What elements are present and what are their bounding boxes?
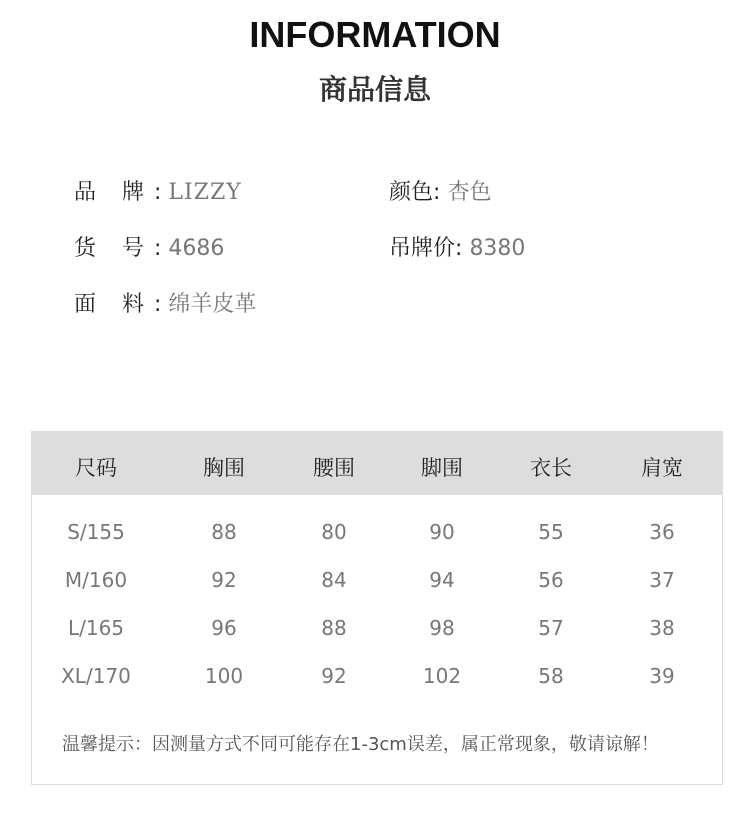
info-color-label: 颜色 bbox=[389, 180, 434, 205]
table-cell: XL/170 bbox=[61, 664, 131, 688]
info-item-no-row bbox=[74, 234, 224, 264]
table-cell: 58 bbox=[538, 664, 564, 688]
size-table bbox=[31, 431, 723, 785]
table-cell: 39 bbox=[649, 664, 675, 688]
table-header-cell: 胸围 bbox=[203, 456, 245, 480]
title-english: INFORMATION bbox=[249, 14, 501, 55]
table-cell: 57 bbox=[538, 616, 564, 640]
table-cell: 88 bbox=[321, 616, 347, 640]
info-separator: : bbox=[154, 292, 162, 317]
table-cell: 90 bbox=[429, 520, 455, 544]
table-cell: 102 bbox=[422, 664, 462, 688]
info-brand-label: 品 牌 bbox=[74, 180, 145, 205]
table-cell: 92 bbox=[321, 664, 347, 688]
info-material-value: 绵羊皮革 bbox=[168, 292, 257, 317]
info-color-row bbox=[389, 178, 491, 208]
info-separator: : bbox=[455, 236, 463, 261]
table-header-cell: 肩宽 bbox=[641, 456, 683, 480]
table-cell: 98 bbox=[429, 616, 455, 640]
table-cell: 38 bbox=[649, 616, 675, 640]
table-cell: 88 bbox=[211, 520, 237, 544]
table-cell: 55 bbox=[538, 520, 564, 544]
measurement-note: 温馨提示：因测量方式不同可能存在1-3cm误差，属正常现象，敬请谅解！ bbox=[62, 734, 659, 755]
info-tag-price-row bbox=[389, 234, 525, 264]
table-cell: 96 bbox=[211, 616, 237, 640]
table-header-cell: 尺码 bbox=[75, 456, 117, 480]
table-cell: 80 bbox=[321, 520, 347, 544]
info-separator: : bbox=[154, 180, 162, 205]
info-tag-price-value: 8380 bbox=[469, 236, 526, 261]
info-brand-row bbox=[74, 178, 242, 208]
info-separator: : bbox=[154, 236, 162, 261]
table-header-cell: 脚围 bbox=[421, 456, 463, 480]
table-cell: 37 bbox=[649, 568, 675, 592]
table-cell: 94 bbox=[429, 568, 455, 592]
table-cell: 84 bbox=[321, 568, 347, 592]
info-brand-value: LIZZY bbox=[168, 180, 242, 205]
size-table-header bbox=[32, 432, 722, 495]
table-cell: 56 bbox=[538, 568, 564, 592]
table-cell: 92 bbox=[211, 568, 237, 592]
info-color-value: 杏色 bbox=[447, 180, 492, 205]
table-cell: 100 bbox=[204, 664, 244, 688]
table-cell: M/160 bbox=[64, 568, 128, 592]
info-tag-price-label: 吊牌价 bbox=[389, 236, 456, 261]
info-item-no-value: 4686 bbox=[168, 236, 225, 261]
info-material-label: 面 料 bbox=[74, 292, 145, 317]
table-header-cell: 腰围 bbox=[313, 456, 355, 480]
table-cell: 36 bbox=[649, 520, 675, 544]
table-header-cell: 衣长 bbox=[530, 456, 572, 480]
title-chinese: 商品信息 bbox=[318, 73, 431, 106]
table-cell: S/155 bbox=[67, 520, 125, 544]
table-cell: L/165 bbox=[67, 616, 125, 640]
info-separator: : bbox=[433, 180, 441, 205]
info-item-no-label: 货 号 bbox=[74, 236, 145, 261]
info-material-row bbox=[74, 290, 256, 320]
